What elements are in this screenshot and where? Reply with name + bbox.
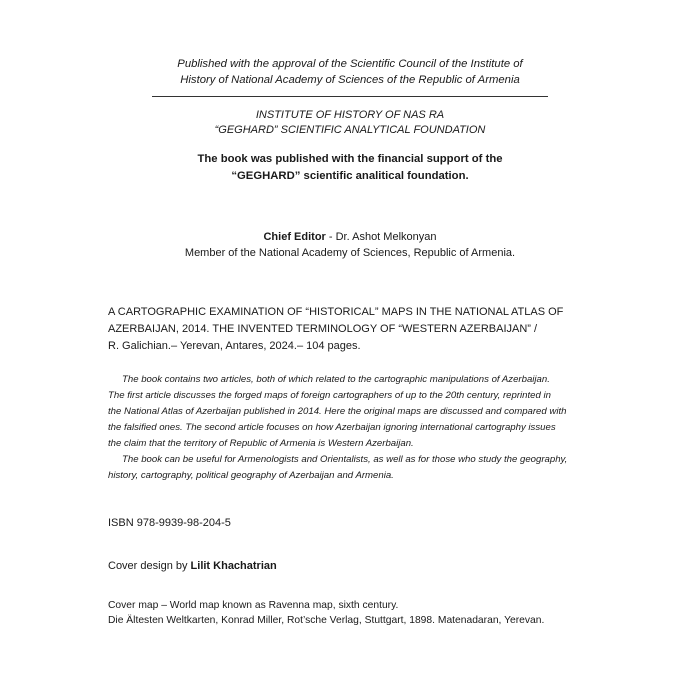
annotation-line: the National Atlas of Azerbaijan published in 2014. Here the original maps are discussed and compared with bbox=[108, 406, 567, 417]
annotation-paragraph-1 bbox=[108, 372, 578, 452]
annotation-line: The book contains two articles, both of which related to the cartographic manipulations of Azerbaijan. bbox=[122, 374, 550, 385]
annotation-line: the falsified ones. The second article focuses on how Azerbaijan ignoring international cartography issues bbox=[108, 422, 556, 433]
approval-statement bbox=[150, 56, 550, 88]
cover-design-label: Cover design by bbox=[108, 560, 191, 572]
annotation-line: history, cartography, political geography of Azerbaijan and Armenia. bbox=[108, 470, 394, 481]
institute-line-2: “GEGHARD” SCIENTIFIC ANALYTICAL FOUNDATION bbox=[214, 124, 486, 136]
cover-map-line-2: Die Ältesten Weltkarten, Konrad Miller, Rot’sche Verlag, Stuttgart, 1898. Matenadaran, Yerevan. bbox=[108, 615, 545, 626]
chief-editor-block bbox=[150, 229, 550, 261]
annotation-text bbox=[108, 372, 578, 484]
cover-map-line-1: Cover map – World map known as Ravenna map, sixth century. bbox=[108, 600, 399, 611]
institute-line-1: INSTITUTE OF HISTORY OF NAS RA bbox=[255, 109, 445, 121]
chief-editor-membership: Member of the National Academy of Sciences, Republic of Armenia. bbox=[184, 247, 516, 259]
biblio-line-2: AZERBAIJAN, 2014. THE INVENTED TERMINOLOGY OF “WESTERN AZERBAIJAN” / bbox=[108, 323, 538, 335]
annotation-paragraph-2 bbox=[108, 452, 578, 484]
financial-line-2: “GEGHARD” scientific analitical foundation. bbox=[231, 170, 469, 182]
annotation-line: The first article discusses the forged maps of foreign cartographers of up to the 20th century, reprinted in bbox=[108, 390, 551, 401]
annotation-line: The book can be useful for Armenologists and Orientalists, as well as for those who study the geography, bbox=[122, 454, 568, 465]
approval-line-2: History of National Academy of Sciences of the Republic of Armenia bbox=[180, 74, 520, 86]
annotation-line: the claim that the territory of Republic of Armenia is Western Azerbaijan. bbox=[108, 438, 414, 449]
chief-editor-label: Chief Editor bbox=[263, 231, 326, 243]
bibliographic-record bbox=[108, 304, 578, 355]
divider-rule bbox=[152, 96, 548, 97]
financial-line-1: The book was published with the financial support of the bbox=[197, 153, 503, 165]
isbn: ISBN 978-9939-98-204-5 bbox=[108, 517, 231, 529]
approval-line-1: Published with the approval of the Scientific Council of the Institute of bbox=[177, 58, 523, 70]
financial-support-note bbox=[150, 151, 550, 185]
cover-map-credit bbox=[108, 598, 588, 628]
chief-editor-name: - Dr. Ashot Melkonyan bbox=[325, 231, 437, 243]
biblio-line-1: A CARTOGRAPHIC EXAMINATION OF “HISTORICAL” MAPS IN THE NATIONAL ATLAS OF bbox=[108, 306, 564, 318]
cover-designer-name: Lilit Khachatrian bbox=[190, 560, 277, 572]
institute-block bbox=[150, 108, 550, 138]
cover-design-credit bbox=[108, 559, 277, 574]
biblio-line-3: R. Galichian.– Yerevan, Antares, 2024.– 104 pages. bbox=[108, 340, 361, 352]
chief-editor-line bbox=[150, 229, 550, 245]
